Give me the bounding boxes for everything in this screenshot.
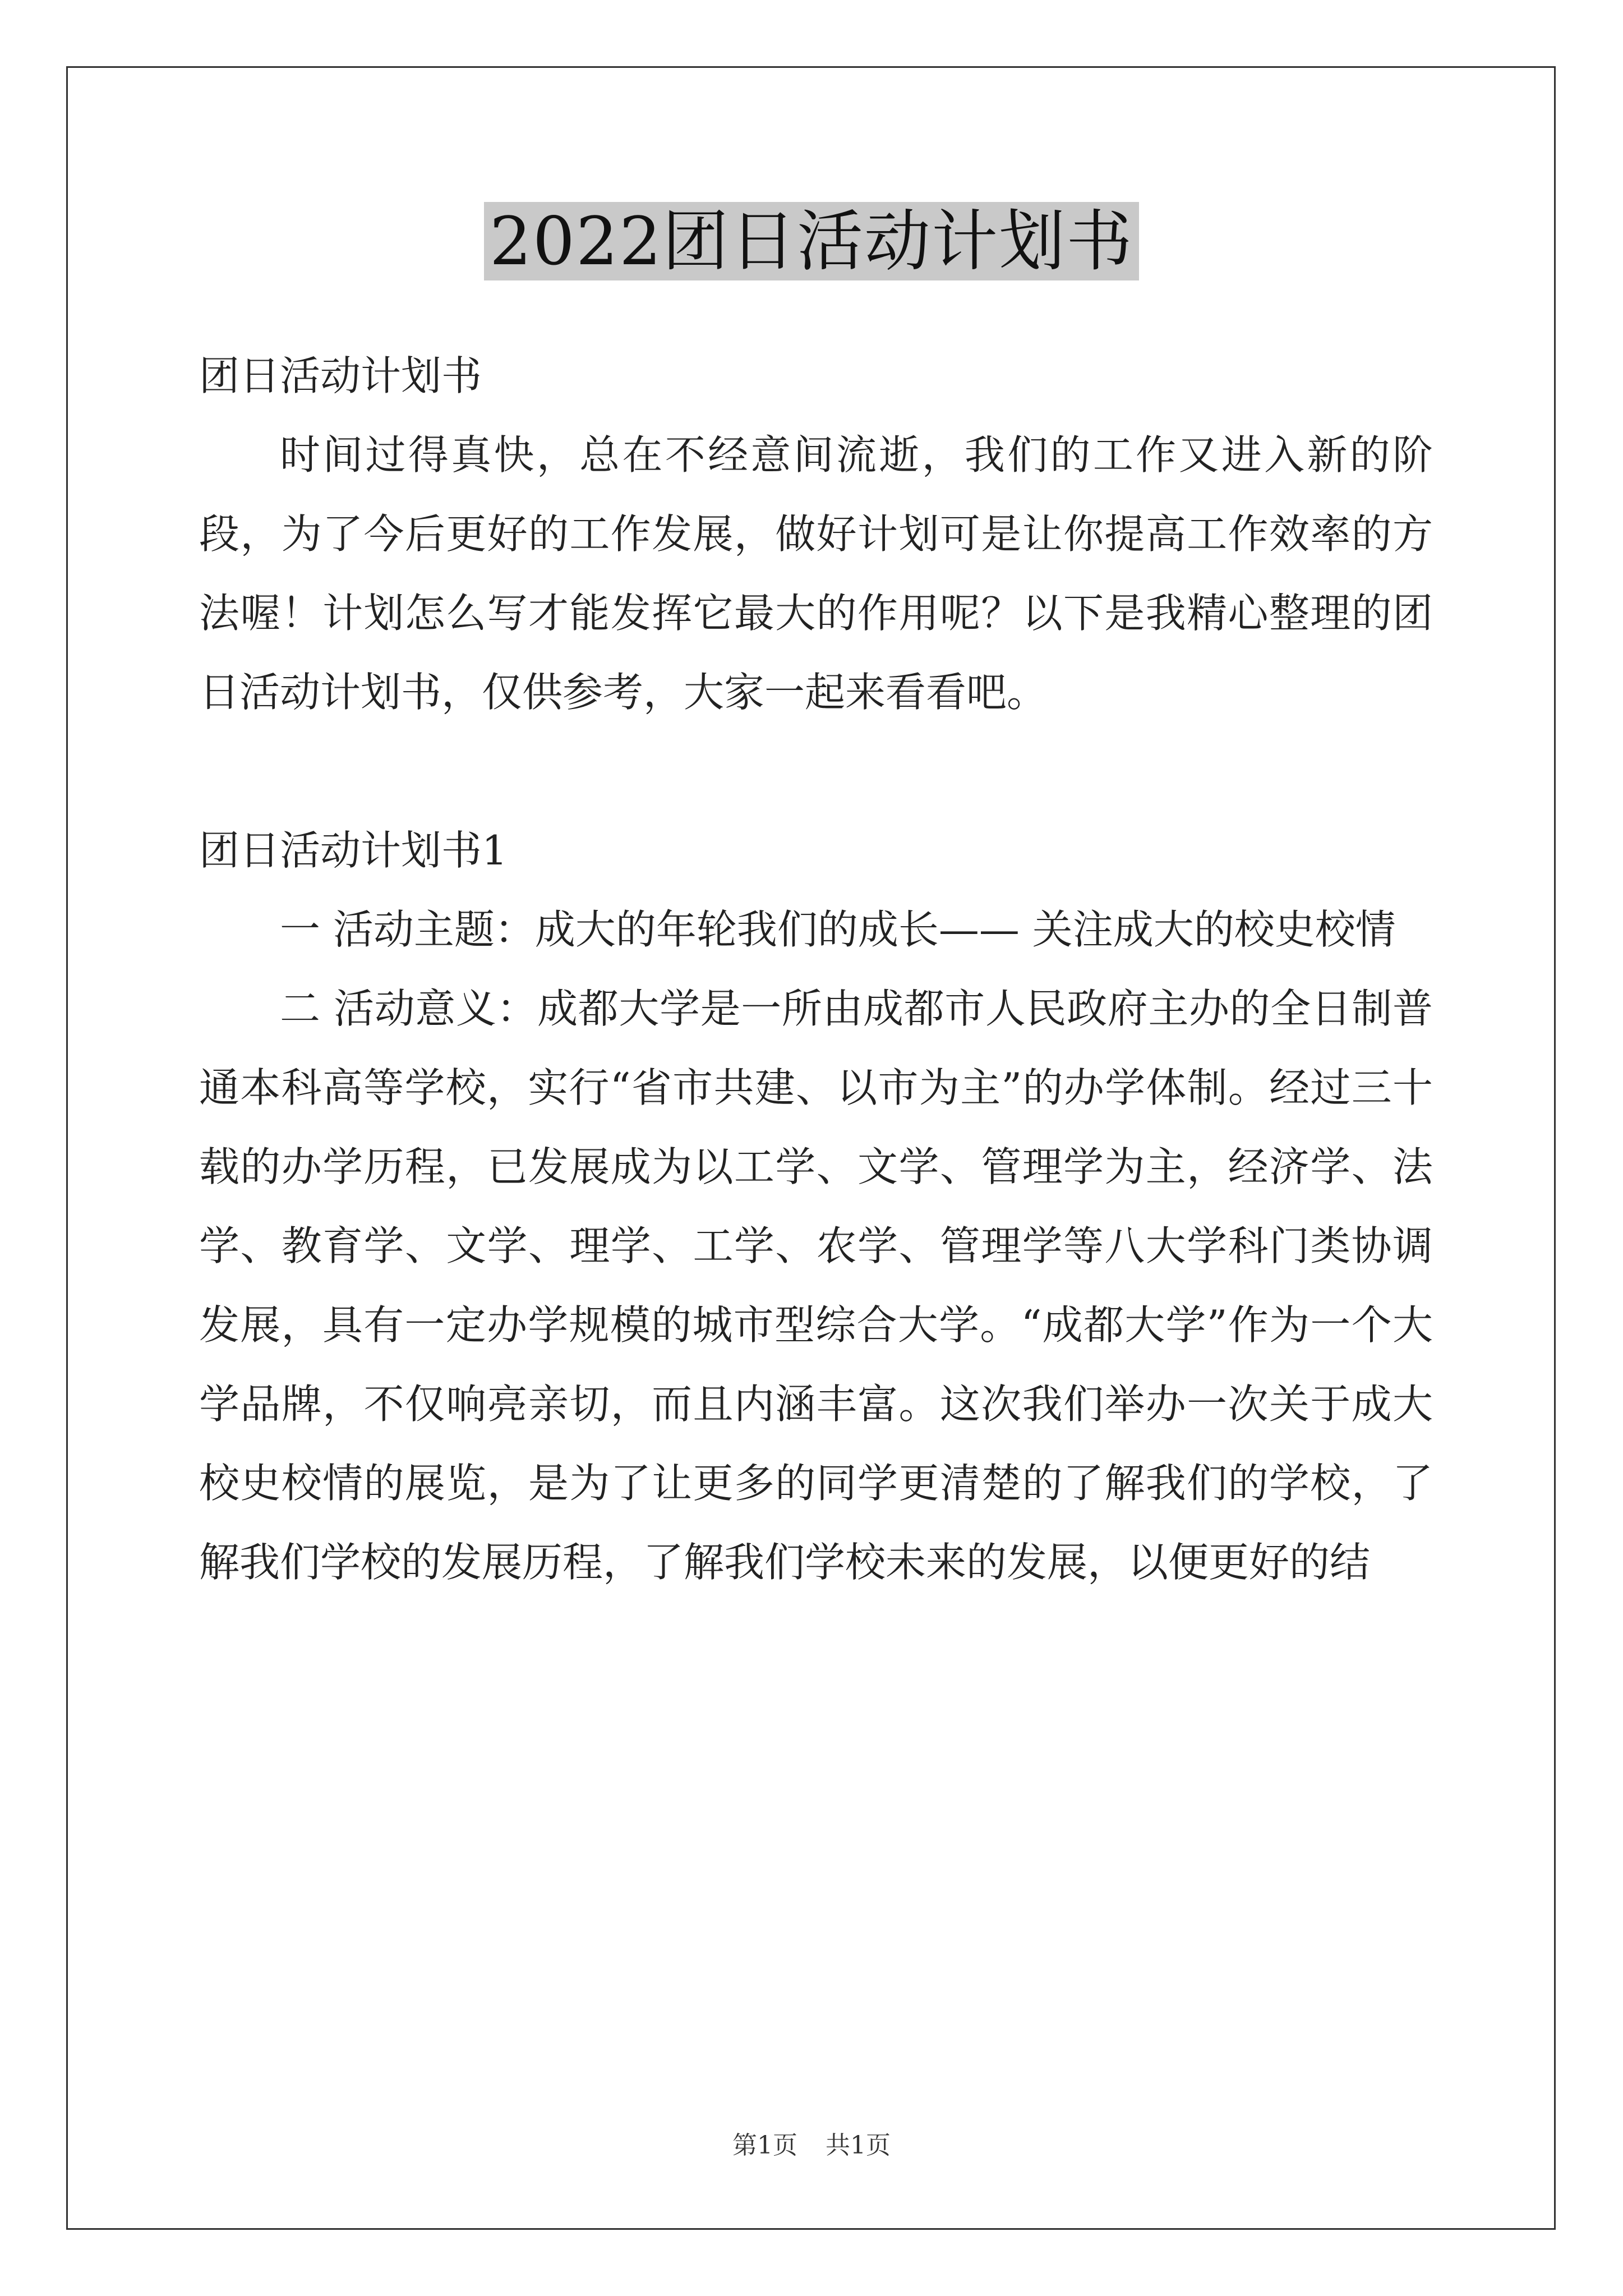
section-heading: 团日活动计划书1 (199, 827, 508, 874)
document-subtitle: 团日活动计划书 (199, 352, 482, 399)
page-number-current: 第1页 (732, 2131, 797, 2160)
document-body (199, 337, 1433, 1602)
page-number-total: 共1页 (826, 2131, 891, 2160)
activity-theme-paragraph: 一 活动主题：成大的年轮我们的成长—— 关注成大的校史校情 (280, 906, 1396, 953)
intro-paragraph: 时间过得真快，总在不经意间流逝，我们的工作又进入新的阶段，为了今后更好的工作发展，做好计划可是让你提高工作效率的方法喔！计划怎么写才能发挥它最大的作用呢？以下是我精心整理的团日活动计划书，仅供参考，大家一起来看看吧。 (199, 431, 1433, 716)
document-title: 2022团日活动计划书 (484, 202, 1139, 280)
activity-significance-paragraph: 二 活动意义：成都大学是一所由成都市人民政府主办的全日制普通本科高等学校，实行“省市共建、以市为主”的办学体制。经过三十载的办学历程，已发展成为以工学、文学、管理学为主，经济学、法学、教育学、文学、理学、工学、农学、管理学等八大学科门类协调发展，具有一定办学规模的城市型综合大学。“成都大学”作为一个大学品牌，不仅响亮亲切，而且内涵丰富。这次我们举办一次关于成大校史校情的展览，是为了让更多的同学更清楚的了解我们的学校，了解我们学校的发展历程，了解我们学校未来的发展，以便更好的结 (199, 985, 1433, 1586)
title-container (0, 202, 1623, 280)
page-footer (0, 2129, 1623, 2162)
